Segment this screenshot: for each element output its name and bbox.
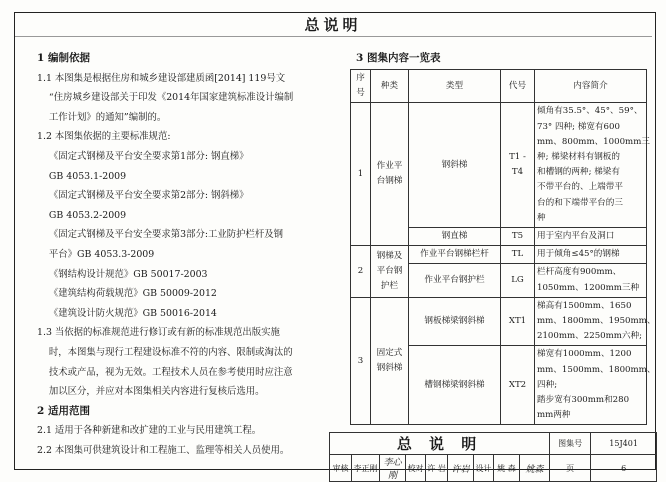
table-header-row [351, 70, 647, 103]
title-divider [15, 36, 652, 37]
header-code: 代号 [501, 70, 535, 103]
standard-2: 《固定式钢梯及平台安全要求第2部分: 钢斜梯》 GB 4053.2-2009 [48, 190, 249, 221]
row-code: T1 - T4 [501, 103, 535, 228]
reviewer-name: 李正刚 [352, 455, 380, 482]
row-desc: 用于倾角≤45°的钢梯 [535, 246, 647, 264]
section-heading-2: 2 适用范围 [37, 404, 90, 417]
contents-table [350, 69, 656, 425]
row-desc: 用于室内平台及洞口 [535, 228, 647, 246]
table-row [351, 246, 647, 264]
row-kind: 固定式 钢斜梯 [371, 297, 409, 425]
row-type: 钢直梯 [409, 228, 501, 246]
standard-4: 《钢结构设计规范》GB 50017-2003 [37, 268, 208, 280]
row-type: 作业平台钢护栏 [409, 264, 501, 297]
row-code: LG [501, 264, 535, 297]
table-row [351, 297, 647, 346]
checker-signature: 许岩 [448, 455, 474, 482]
row-type: 作业平台钢梯栏杆 [409, 246, 501, 264]
standard-5: 《建筑结构荷载规范》GB 50009-2012 [37, 288, 217, 300]
designer-name: 姚 森 [494, 455, 520, 482]
table-row [351, 103, 647, 228]
section-heading-1: 1 编制依据 [37, 52, 90, 64]
standard-1: 《固定式钢梯及平台安全要求第1部分: 钢直梯》 GB 4053.1-2009 [48, 150, 249, 182]
row-type: 槽钢梯梁钢斜梯 [409, 346, 501, 425]
paragraph-1-2: 1.2 本图集依据的主要标准规范: [37, 131, 171, 143]
row-kind: 钢梯及 平台钢 护栏 [371, 246, 409, 298]
row-desc: 栏杆高度有900mm、 1050mm、1200mm三种 [535, 264, 647, 297]
row-code: T5 [501, 228, 535, 246]
title-block-main: 总 说 明 [330, 433, 550, 455]
row-code: XT2 [501, 346, 535, 425]
header-no: 序号 [351, 70, 371, 103]
standard-6: 《建筑设计防火规范》GB 50016-2014 [37, 307, 217, 319]
paragraph-2-1: 2.1 适用于各种新建和改扩建的工业与民用建筑工程。 [37, 425, 262, 437]
row-code: XT1 [501, 297, 535, 346]
review-label: 审核 [330, 455, 352, 482]
section-heading-3: 3 图集内容一览表 [356, 52, 441, 64]
page-number: 6 [591, 455, 657, 482]
atlas-number: 15J401 [591, 433, 657, 455]
row-no: 2 [351, 246, 371, 298]
design-label: 设计 [474, 455, 494, 482]
paragraph-2-2: 2.2 本图集可供建筑设计和工程施工、监理等相关人员使用。 [37, 444, 290, 456]
row-type: 钢板梯梁钢斜梯 [409, 297, 501, 346]
row-no: 3 [351, 297, 371, 425]
designer-signature: 姚森 [520, 455, 550, 482]
row-desc: 倾角有35.5°、45°、59°、 73° 四种; 梯宽有600 mm、800mm、1000mm三 种; 梯梁材料有钢板的 和槽钢的两种; 梯梁有 不带平台的、上端带平 台的和下端带平台的三 种 [535, 103, 647, 228]
row-no: 1 [351, 103, 371, 246]
header-kind: 种类 [371, 70, 409, 103]
paragraph-1-1: 1.1 本图集是根据住房和城乡建设部建质函[2014] 119号文 “住房城乡建设部关于印发《2014年国家建筑标准设计编制 工作计划》的通知”编制的。 [37, 72, 294, 123]
header-type: 类型 [409, 70, 501, 103]
row-type: 钢斜梯 [409, 103, 501, 228]
atlas-label: 图集号 [550, 433, 591, 455]
row-desc: 梯高有1500mm、1650 mm、1800mm、1950mm、 2100mm、2250mm六种; [535, 297, 647, 346]
row-desc: 梯宽有1000mm、1200 mm、1500mm、1800mm、 四种; 踏步宽有300mm和280 mm两种 [535, 346, 647, 425]
left-column [37, 49, 325, 460]
paragraph-1-3: 1.3 当依据的标准规范进行修订或有新的标准规范出版实施 时，本图集与现行工程建设标准不符的内容、限制或淘汰的 技术或产品，视为无效。工程技术人员在参考使用时应注意 加以区分，并应对本图集相关内容进行复核后选用。 [37, 327, 293, 398]
check-label: 校对 [406, 455, 426, 482]
row-kind: 作业平 台钢梯 [371, 103, 409, 246]
standard-3: 《固定式钢梯及平台安全要求第3部分:工业防护栏杆及钢 平台》GB 4053.3-2009 [48, 229, 284, 260]
header-desc: 内容简介 [535, 70, 647, 103]
title-block [329, 432, 657, 482]
page-label: 页 [550, 455, 591, 482]
row-code: TL [501, 246, 535, 264]
page-title: 总说明 [304, 16, 362, 34]
reviewer-signature: 李心刚 [380, 455, 406, 482]
checker-name: 许 岩 [426, 455, 448, 482]
